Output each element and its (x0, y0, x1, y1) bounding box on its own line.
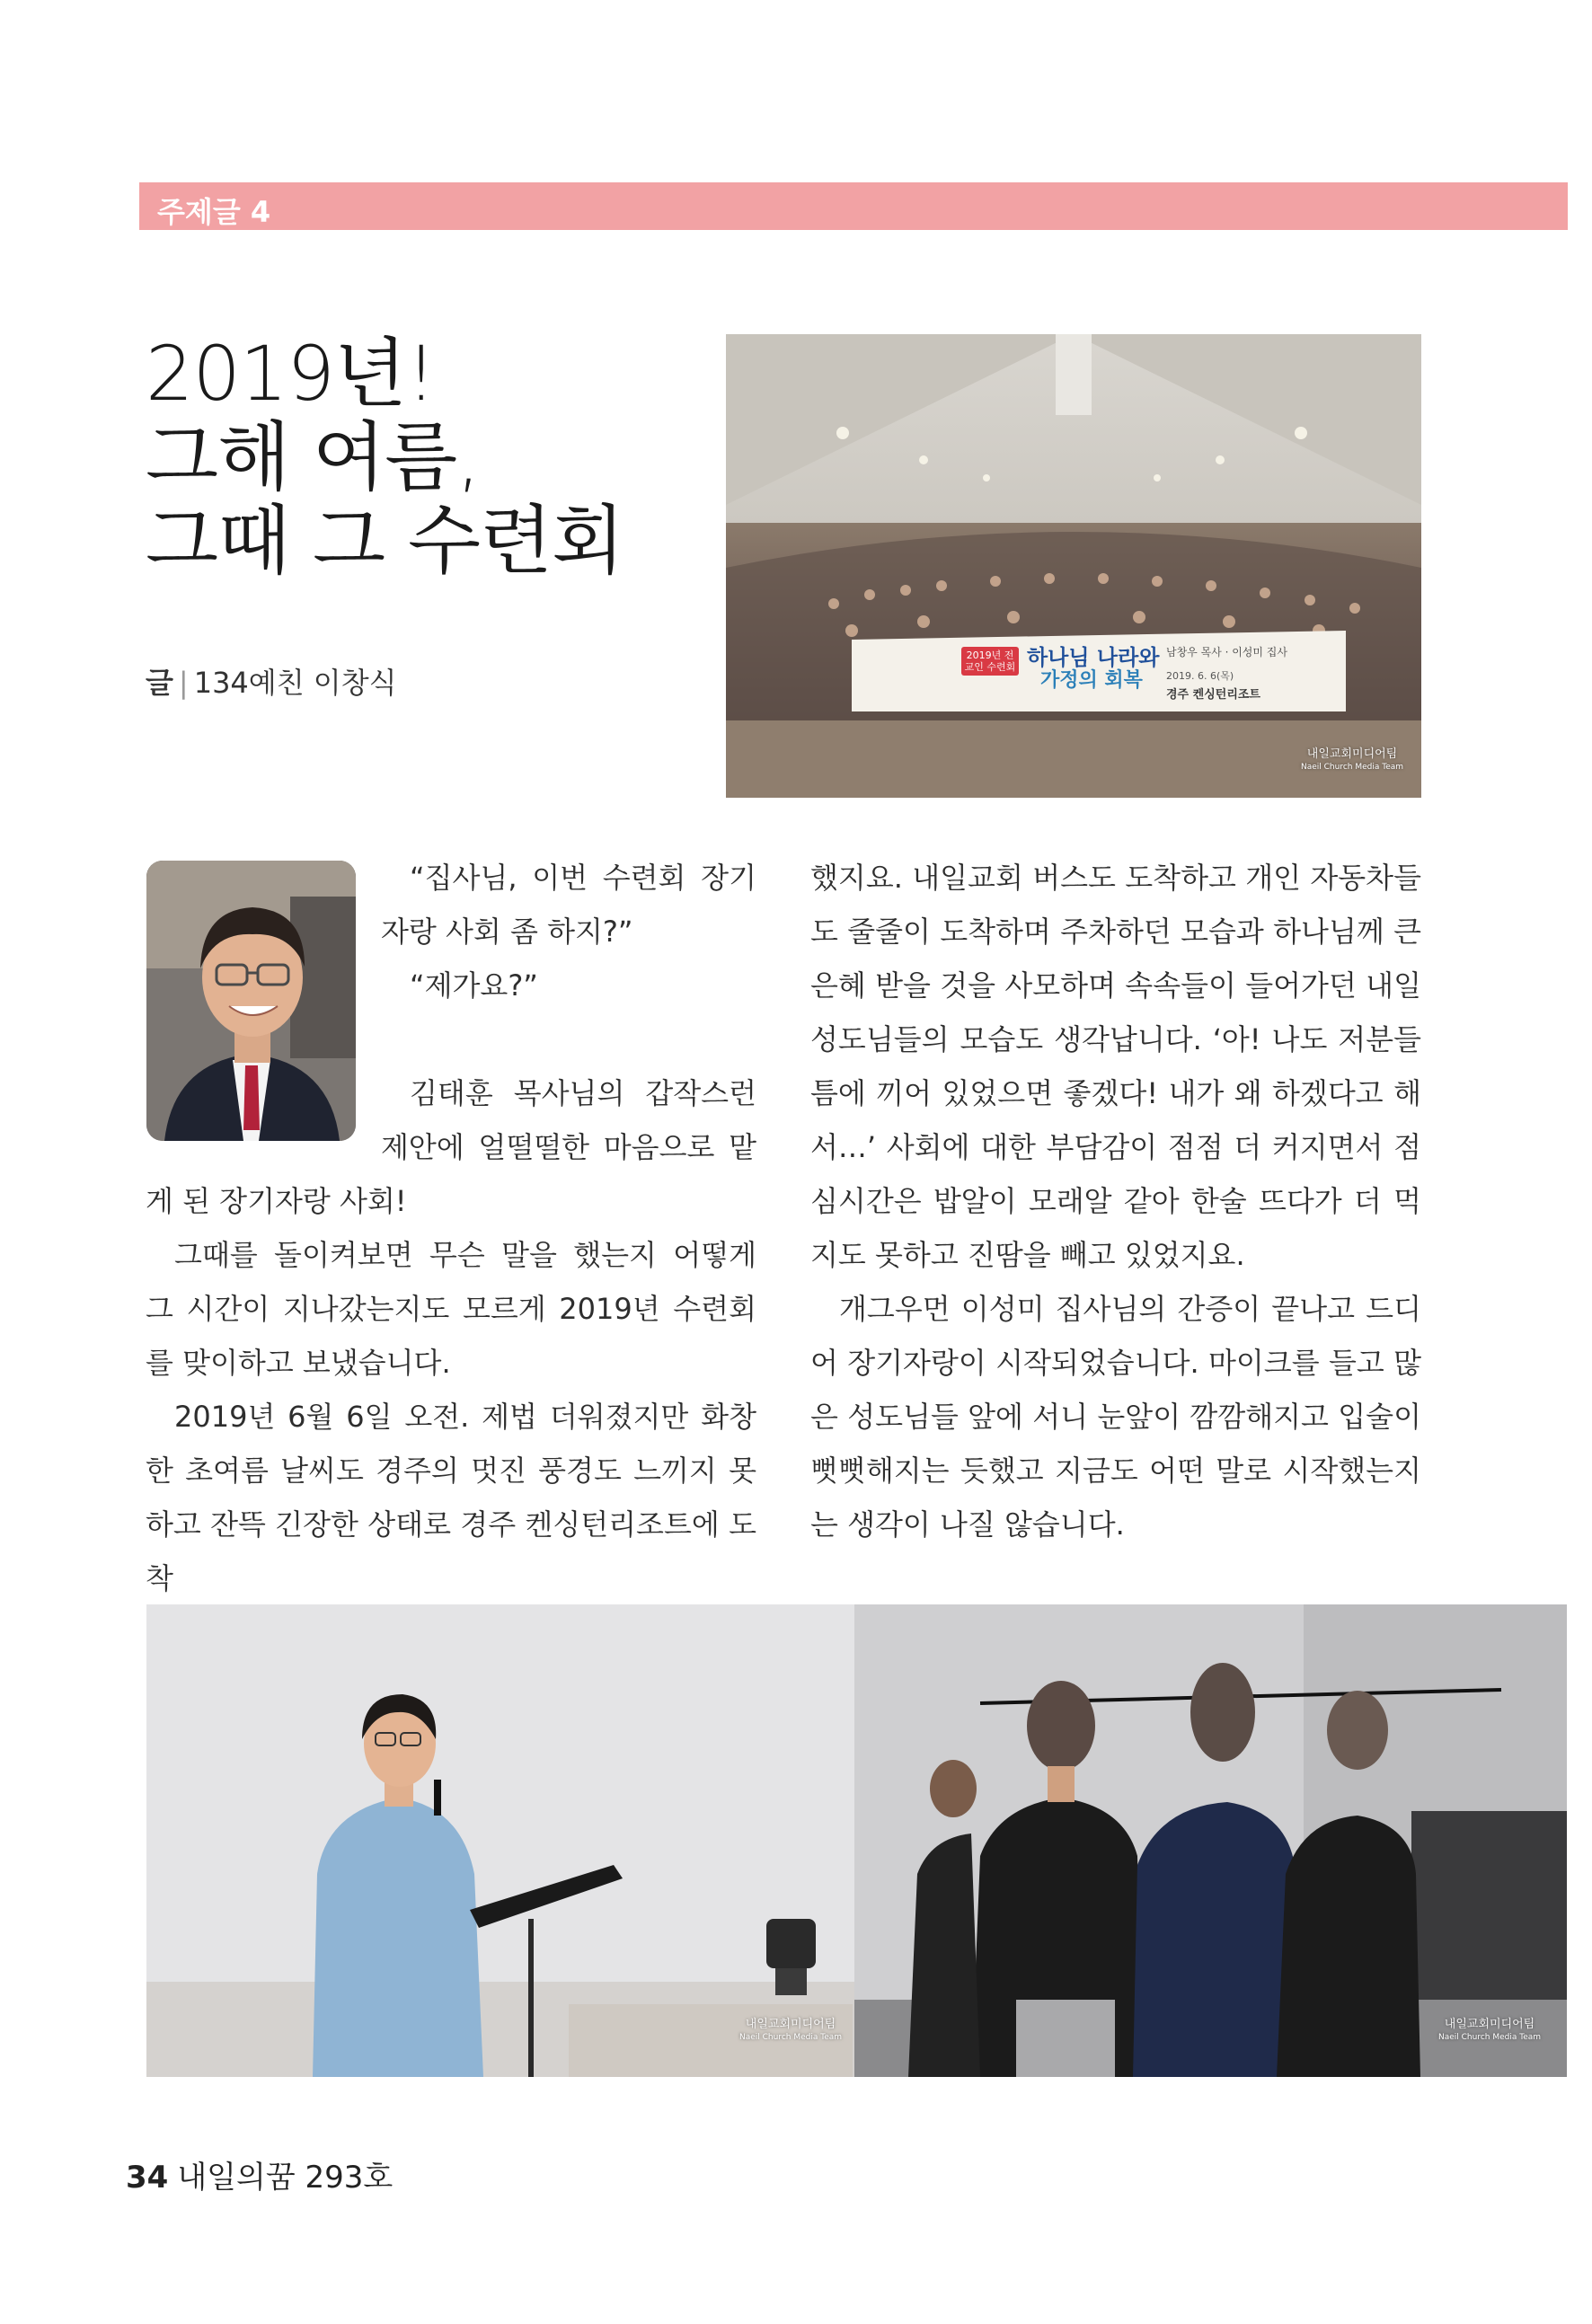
byline-prefix: 글 (146, 666, 173, 700)
page-number: 34 (126, 2160, 169, 2196)
article-left-paragraph-5: 2019년 6월 6일 오전. 제법 더워졌지만 화창한 초여름 날씨도 경주의 멋진 풍경도 느끼지 못하고 잔뜩 긴장한 상태로 경주 켄싱턴리조트에 도착 (146, 1400, 756, 1595)
article-left-paragraph-3: 김태훈 목사님의 갑작스런 제안에 얼떨떨한 마음으로 맡게 된 장기자랑 사회! (146, 1076, 756, 1218)
byline-author: 134예친 이창식 (193, 666, 397, 700)
banner-place: 경주 켄싱턴리조트 (1166, 688, 1260, 702)
banner-small-text: 2019년 전교인 수련회 (961, 647, 1019, 676)
hall-watermark (1301, 747, 1403, 774)
banner-date: 2019. 6. 6(목) (1166, 670, 1234, 682)
banner-title-2: 가정의 회복 (1040, 669, 1143, 692)
hall-watermark-en: Naeil Church Media Team (1301, 763, 1404, 772)
skit-watermark-en: Naeil Church Media Team (1438, 2033, 1542, 2042)
title-line-2: 그해 여름, (146, 413, 480, 501)
article-right-paragraph-1: 했지요. 내일교회 버스도 도착하고 개인 자동차들도 줄줄이 도착하며 주차하던 모습과 하나님께 큰 은혜 받을 것을 사모하며 속속들이 들어가던 내일 성도님들의 모습도 생각납니다. ‘아! 나도 저분들 틈에 끼어 있었으면 좋겠다! 내가 왜 하겠다고 해서…’ 사회에 대한 부담감이 점점 더 커지면서 점심시간은 밥알이 모래알 같아 한술 뜨다가 더 먹지도 못하고 진땀을 빼고 있었지요. (810, 861, 1421, 1272)
retreat-hall-photo (726, 334, 1421, 798)
article-left-paragraph-4: 그때를 돌이켜보면 무슨 말을 했는지 어떻게 그 시간이 지나갔는지도 모르게 2019년 수련회를 맞이하고 보냈습니다. (146, 1238, 756, 1380)
article-right-column (810, 851, 1421, 1551)
skit-watermark (1438, 2018, 1541, 2045)
title-line-1: 2019년! (146, 330, 436, 418)
speaker-watermark-ko: 내일교회미디어팀 (745, 2018, 836, 2031)
section-header-bar (139, 182, 1568, 230)
banner-speakers: 남창우 목사 · 이성미 집사 (1166, 646, 1287, 658)
article-left-paragraph-2: “제가요?” (410, 968, 538, 1003)
title-line-3: 그때 그 수련회 (146, 497, 624, 585)
section-label: 주제글 4 (157, 195, 271, 229)
speaker-watermark (739, 2018, 842, 2045)
byline-divider: | (178, 666, 189, 700)
hall-watermark-ko: 내일교회미디어팀 (1306, 747, 1398, 761)
article-title (146, 332, 703, 583)
publication-name: 내일의꿈 293호 (177, 2160, 394, 2196)
skit-watermark-ko: 내일교회미디어팀 (1444, 2018, 1535, 2031)
byline (146, 660, 397, 702)
speaker-photo (146, 1604, 854, 2077)
page-footer (126, 2152, 393, 2196)
speaker-watermark-en: Naeil Church Media Team (739, 2033, 843, 2042)
article-left-paragraph-1: “집사님, 이번 수련회 장기자랑 사회 좀 하지?” (381, 861, 756, 949)
portrait-spacer (146, 851, 381, 1172)
skit-photo (854, 1604, 1567, 2077)
article-right-paragraph-2: 개그우먼 이성미 집사님의 간증이 끝나고 드디어 장기자랑이 시작되었습니다. 마이크를 들고 많은 성도님들 앞에 서니 눈앞이 깜깜해지고 입술이 뻣뻣해지는 듯했고 지금도 어떤 말로 시작했는지는 생각이 나질 않습니다. (810, 1292, 1421, 1542)
banner-title-1: 하나님 나라와 (1027, 645, 1160, 670)
article-left-column (146, 851, 756, 1605)
